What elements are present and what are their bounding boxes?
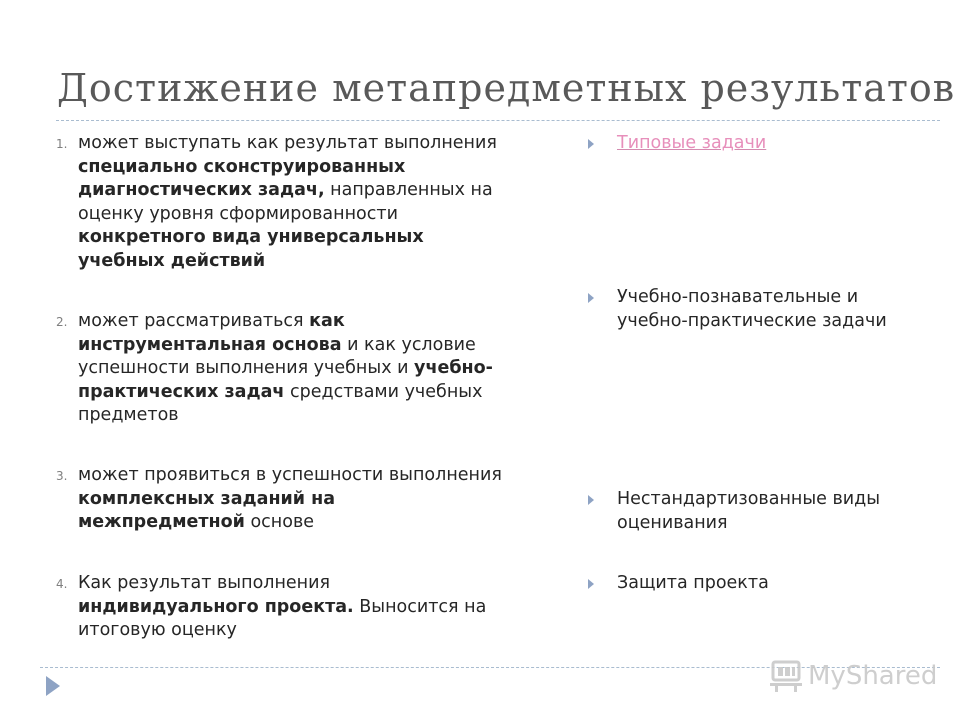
item-text-segment: средствами учебных предметов — [78, 381, 483, 425]
item-text-segment: может проявиться в успешности выполнения — [78, 465, 502, 485]
numbered-item-3 — [56, 464, 506, 535]
bullet-item-nonstandard-assessment — [588, 488, 888, 535]
item-text — [78, 572, 506, 643]
right-triangle-bullet-icon — [588, 293, 594, 303]
right-triangle-bullet-icon — [588, 495, 594, 505]
item-text-segment: может рассматриваться — [78, 311, 310, 331]
item-text-segment: может выступать как результат выполнения — [78, 133, 497, 153]
typical-tasks-link[interactable]: Типовые задачи — [617, 133, 767, 153]
bullet-item-project-defense — [588, 572, 888, 596]
watermark — [768, 656, 937, 696]
item-number: 4. — [56, 577, 68, 591]
bullet-item-typical-tasks — [588, 132, 888, 156]
item-text-segment-bold: индивидуального проекта. — [78, 596, 354, 617]
numbered-item-2 — [56, 310, 506, 428]
item-text-segment-bold: как инструментальная основа — [78, 311, 345, 355]
numbered-item-1 — [56, 132, 506, 273]
right-triangle-bullet-icon — [588, 579, 594, 589]
slide-title: Достижение метапредметных результатов — [57, 66, 956, 110]
right-triangle-marker-icon — [46, 676, 60, 696]
item-text-segment: Как результат выполнения — [78, 573, 331, 593]
item-text-segment-bold: конкретного вида универсальных учебных действий — [78, 227, 424, 271]
item-text-segment-bold: комплексных заданий на межпредметной — [78, 488, 336, 532]
bullet-item-label: Защита проекта — [617, 573, 769, 593]
item-text — [78, 310, 506, 428]
item-number: 1. — [56, 137, 68, 151]
item-number: 3. — [56, 469, 68, 483]
item-number: 2. — [56, 315, 68, 329]
bullet-item-learning-tasks — [588, 286, 888, 333]
item-text-segment: основе — [244, 512, 315, 532]
item-text — [78, 464, 506, 535]
bullet-item-label: Нестандартизованные виды оценивания — [617, 489, 881, 533]
item-text-segment-bold: специально сконструированных диагностических задач, — [78, 156, 406, 200]
item-text-segment-bold: учебно-практических задач — [78, 358, 493, 402]
item-text-segment: Выносится на итоговую оценку — [78, 596, 487, 640]
numbered-item-4 — [56, 572, 506, 643]
item-text-segment: и как условие успешности выполнения учебных и — [78, 334, 476, 378]
classroom-board-icon — [768, 659, 804, 693]
watermark-text: MyShared — [808, 661, 938, 691]
right-triangle-bullet-icon — [588, 139, 594, 149]
item-text — [78, 132, 506, 273]
item-text-segment: направленных на оценку уровня сформированности — [78, 180, 493, 224]
bullet-item-label: Учебно-познавательные и учебно-практические задачи — [617, 287, 887, 331]
title-divider — [56, 120, 940, 121]
